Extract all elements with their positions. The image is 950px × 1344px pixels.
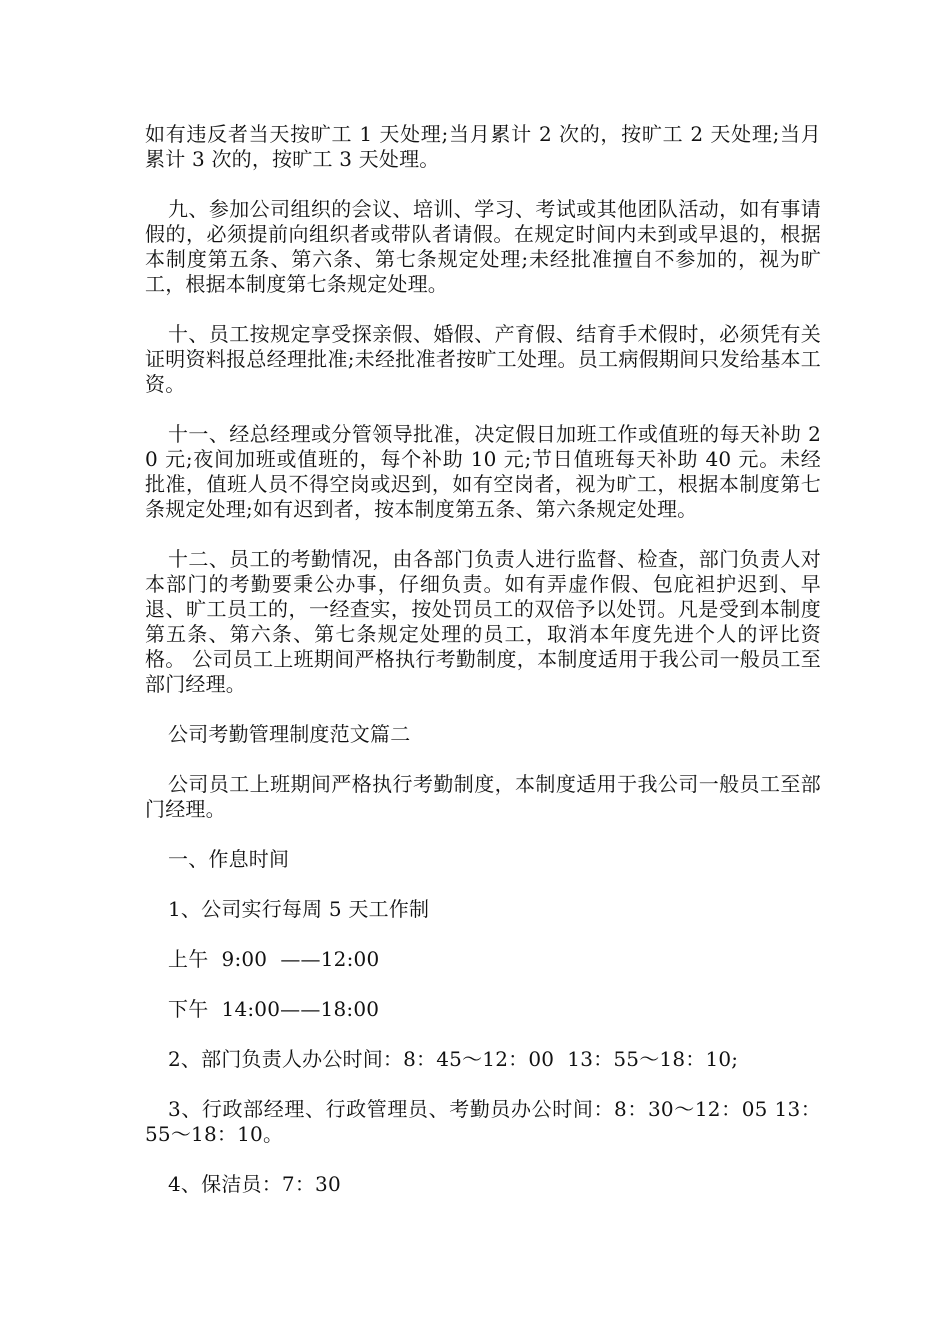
item-five-day-week: 1、公司实行每周 5 天工作制: [168, 897, 430, 921]
paragraph-clause-eleven: 十一、经总经理或分管领导批准，决定假日加班工作或值班的每天补助 20 元;夜间加班或值班的，每个补助 10 元;节日值班每天补助 40 元。未经批准，值班人员不得空岗或迟到，如有空岗者，视为旷工，根据本制度第七条规定处理;如有迟到者，按本制度第五条、第六条规定处理。: [145, 422, 821, 521]
item-afternoon-hours: 下午 14:00——18:00: [168, 997, 380, 1021]
paragraph-clause-twelve: 十二、员工的考勤情况，由各部门负责人进行监督、检查，部门负责人对本部门的考勤要秉公办事，仔细负责。如有弄虚作假、包庇袒护迟到、早退、旷工员工的，一经查实，按处罚员工的双倍予以处罚。凡是受到本制度第五条、第六条、第七条规定处理的员工，取消本年度先进个人的评比资格。 公司员工上班期间严格执行考勤制度，本制度适用于我公司一般员工至部门经理。: [145, 547, 821, 696]
section-heading-part-two: 公司考勤管理制度范文篇二: [168, 722, 411, 746]
paragraph-clause-nine: 九、参加公司组织的会议、培训、学习、考试或其他团队活动，如有事请假的，必须提前向组织者或带队者请假。在规定时间内未到或早退的，根据本制度第五条、第六条、第七条规定处理;未经批准擅自不参加的，视为旷工，根据本制度第七条规定处理。: [145, 197, 821, 296]
paragraph-scope: 公司员工上班期间严格执行考勤制度，本制度适用于我公司一般员工至部门经理。: [145, 772, 821, 821]
item-admin-hours: 3、行政部经理、行政管理员、考勤员办公时间：8：30～12：05 13：55～18：10。: [145, 1097, 821, 1146]
item-morning-hours: 上午 9:00 ——12:00: [168, 947, 380, 971]
document-body: [145, 122, 821, 1222]
paragraph-absence-penalty: 如有违反者当天按旷工 1 天处理;当月累计 2 次的，按旷工 2 天处理;当月累计 3 次的，按旷工 3 天处理。: [145, 122, 821, 171]
item-department-head-hours: 2、部门负责人办公时间：8：45～12：00 13：55～18：10;: [168, 1047, 739, 1071]
paragraph-clause-ten: 十、员工按规定享受探亲假、婚假、产育假、结育手术假时，必须凭有关证明资料报总经理批准;未经批准者按旷工处理。员工病假期间只发给基本工资。: [145, 322, 821, 396]
item-cleaner-hours: 4、保洁员：7：30: [168, 1172, 341, 1196]
heading-work-hours: 一、作息时间: [168, 847, 290, 871]
